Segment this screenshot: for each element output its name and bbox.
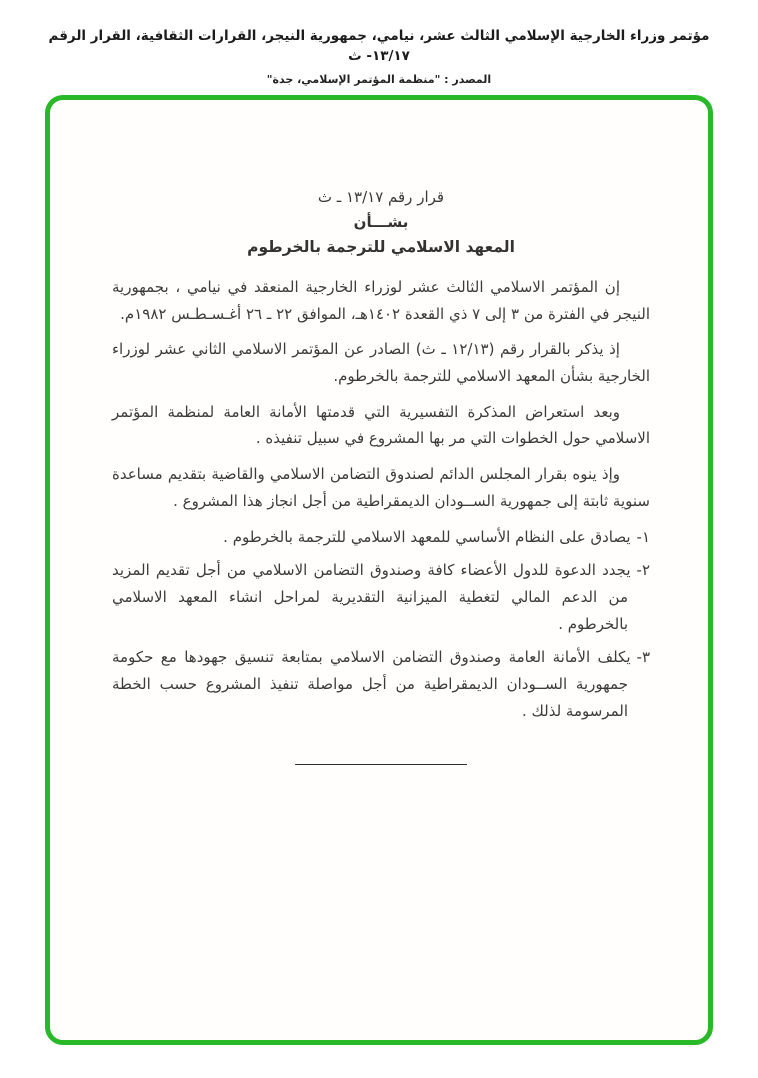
paragraph-preamble-4: وإذ ينوه بقرار المجلس الدائم لصندوق التضامن الاسلامي والقاضية بتقديم مساعدة سنوية ثابتة إلى جمهورية الســودان الديمقراطية من أجل انجاز هذا المشروع . [112,465,650,510]
document-body [50,100,708,765]
source-line: المصدر : "منظمة المؤتمر الإسلامي، جدة" [266,72,492,86]
paragraph-preamble-1: إن المؤتمر الاسلامي الثالث عشر لوزراء الخارجية المنعقد في نيامي ، بجمهورية النيجر في الفترة من ٣ إلى ٧ ذي القعدة ١٤٠٢هـ، الموافق ٢٢ ـ ٢٦ أغـسـطـس ١٩٨٢م. [112,278,650,323]
item-text: يكلف الأمانة العامة وصندوق التضامن الاسلامي بمتابعة تنسيق جهودها مع حكومة جمهورية الســودان الديمقراطية من أجل مواصلة تنفيذ المشروع حسب الخطة المرسومة لذلك . [112,648,631,720]
item-text: يصادق على النظام الأساسي للمعهد الاسلامي للترجمة بالخرطوم . [223,527,631,546]
scanned-document-frame [45,95,713,1045]
resolution-title: المعهد الاسلامي للترجمة بالخرطوم [247,238,515,256]
numbered-item [112,644,650,724]
resolution-subject-label: بشـــأن [353,213,409,231]
numbered-item [112,524,650,551]
resolution-text [112,274,650,724]
numbered-item [112,557,650,637]
item-number: ٣- [636,648,650,667]
item-number: ١- [636,527,650,546]
citation-header [0,0,758,86]
paragraph-preamble-3: وبعد استعراض المذكرة التفسيرية التي قدمتها الأمانة العامة لمنظمة المؤتمر الاسلامي حول الخطوات التي مر بها المشروع في سبيل تنفيذه . [112,402,650,448]
paragraph-preamble-2: إذ يذكر بالقرار رقم (١٢/١٣ ـ ث) الصادر عن المؤتمر الاسلامي الثاني عشر لوزراء الخارجية بشأن المعهد الاسلامي للترجمة بالخرطوم. [112,340,650,386]
resolution-number: قرار رقم ١٣/١٧ ـ ث [317,188,445,206]
end-separator-line [295,764,467,765]
operative-items [112,524,650,725]
item-text: يجدد الدعوة للدول الأعضاء كافة وصندوق التضامن الاسلامي من أجل تقديم المزيد من الدعم المالي لتغطية الميزانية التقديرية لمراحل انشاء المعهد الاسلامي بالخرطوم . [112,561,631,633]
resolution-heading [112,188,650,256]
citation-line: مؤتمر وزراء الخارجية الإسلامي الثالث عشر، نيامي، جمهورية النيجر، القرارات الثقافية، القرار الرقم ١٣/١٧- ث [48,28,710,65]
item-number: ٢- [636,561,650,580]
